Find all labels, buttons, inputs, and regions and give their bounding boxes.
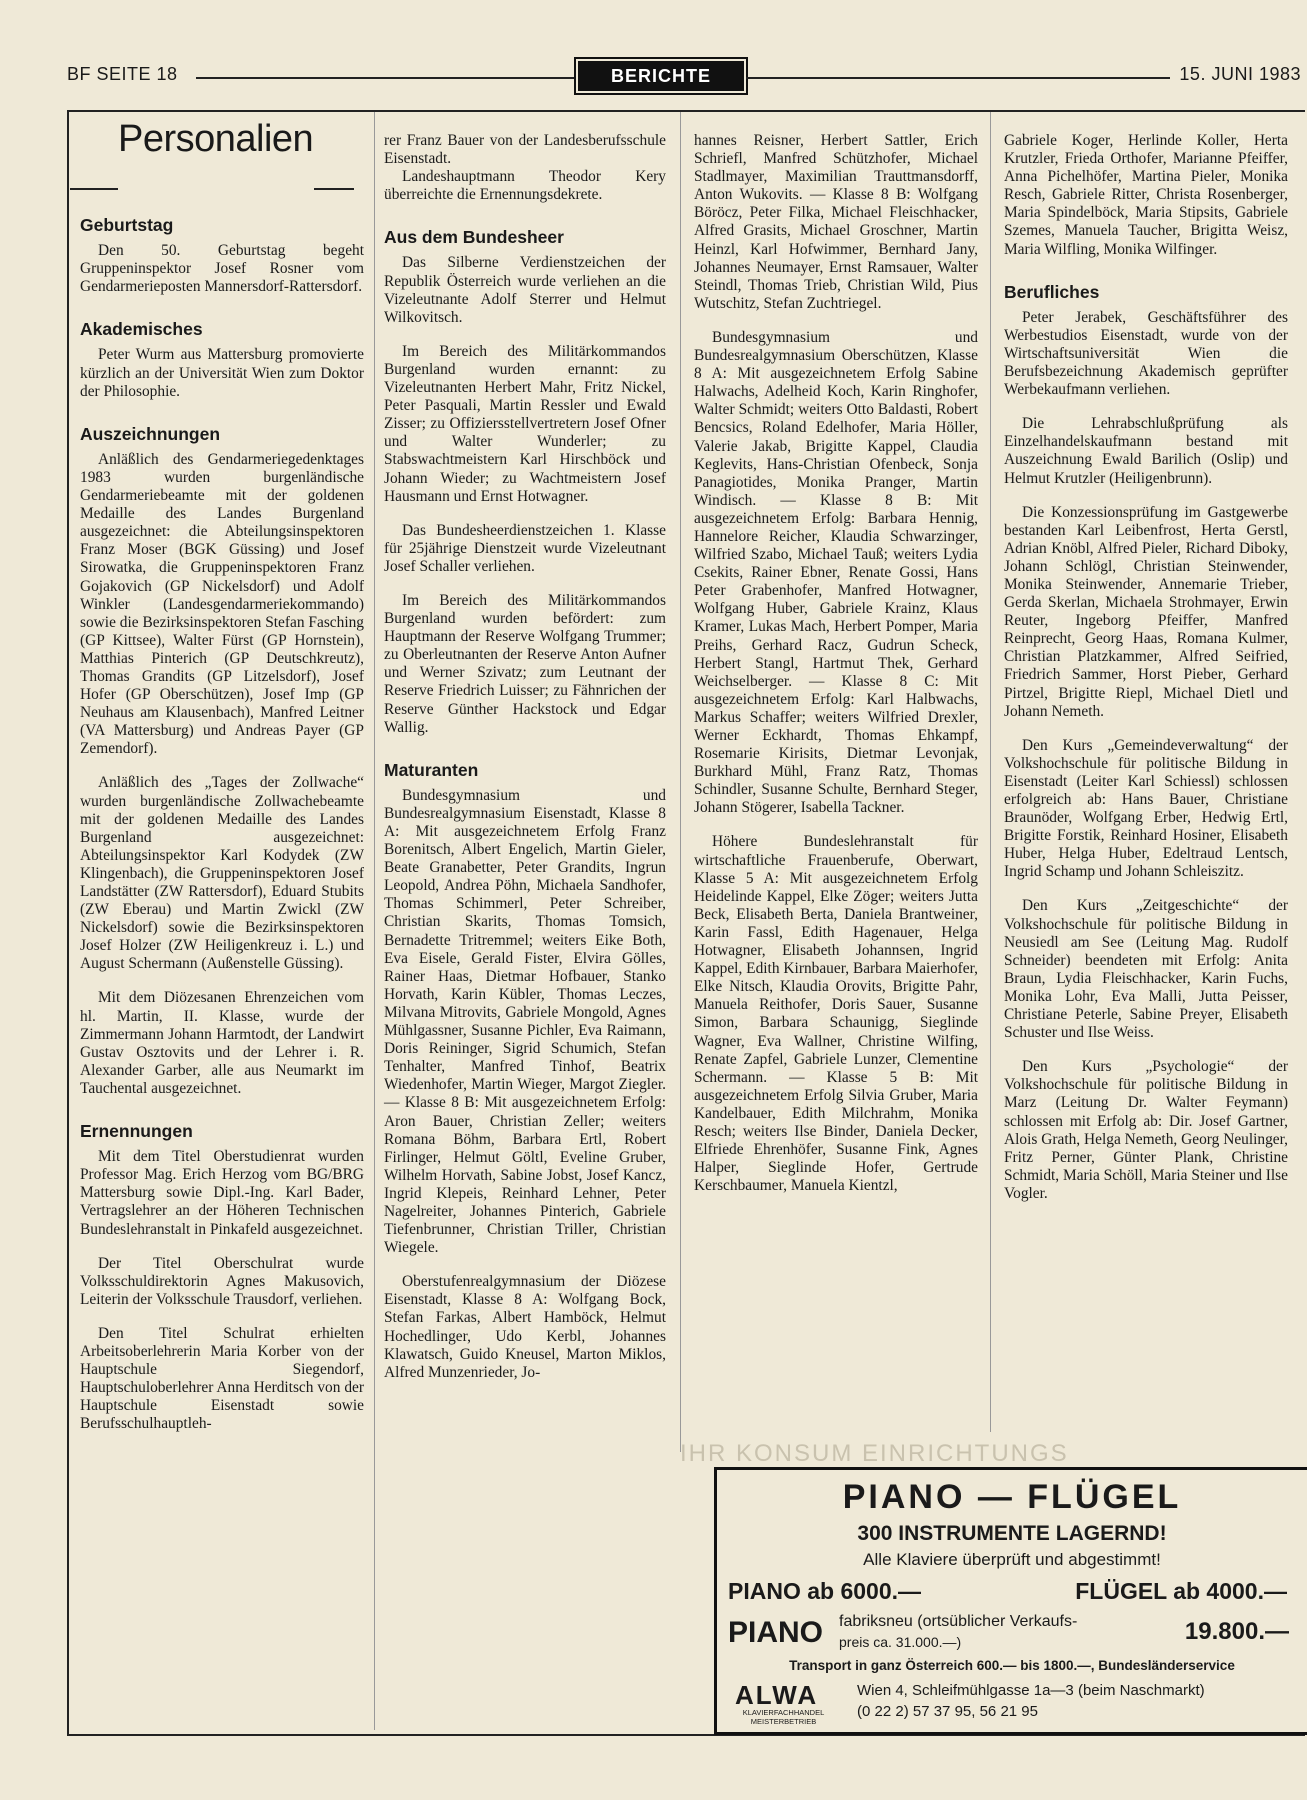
para-geburtstag: Den 50. Geburtstag begeht Gruppeninspektor Josef Rosner vom Gendarmerieposten Mannersdorf-Rattersdorf.	[80, 242, 364, 296]
para-ernennungen-3: Den Titel Schulrat erhielten Arbeitsoberlehrerin Maria Korber von der Hauptschule Siegendorf, Hauptschuloberlehrer Anna Herditsch von der Hauptschule Eisenstadt sowie Berufsschulhauptleh-	[80, 1324, 364, 1433]
issue-date: 15. JUNI 1983	[1179, 64, 1301, 84]
heading-berufliches: Berufliches	[1004, 281, 1100, 302]
para-bundesheer-4: Im Bereich des Militärkommandos Burgenland wurden befördert: zum Hauptmann der Reserve Wolfgang Trummer; zu Oberleutnanten der Reserve Anton Aufner und Werner Szivatz; zum Leutnant der Reserve Friedrich Luisser; zu Fähnrichen der Reserve Günther Hackstock und Edgar Wallig.	[384, 591, 666, 736]
column-4	[1004, 132, 1288, 1203]
para-berufliches-3: Die Konzessionsprüfung im Gastgewerbe bestanden Karl Leibenfrost, Herta Gerstl, Adrian Knöbl, Alfred Pieler, Richard Diboky, Johann Schlögl, Christian Steinwender, Monika Steinwender, Annemarie Trieber, Gerda Skerlan, Michaela Strohmayer, Erwin Reuter, Ingeborg Pfeiffer, Manfred Reinprecht, Georg Haas, Romana Kulmer, Christian Platzkammer, Alfred Seifried, Friedrich Sammer, Horst Pieber, Gerhard Pirtzel, Brigitte Riepl, Michael Dietl und Johann Nemeth.	[1004, 503, 1288, 720]
ad-fabriksneu-price: 19.800.—	[1184, 1618, 1289, 1645]
ad-subtitle: 300 INSTRUMENTE LAGERND!	[857, 1522, 1167, 1545]
ad-address: Wien 4, Schleifmühlgasse 1a—3 (beim Naschmarkt)	[857, 1682, 1205, 1699]
para-auszeichnungen-1: Anläßlich des Gendarmeriegedenktages 1983 wurden burgenländische Gendarmeriebeamte mit der goldenen Medaille des Landes Burgenland ausgezeichnet: die Abteilungsinspektoren Franz Moser (BGK Güssing) und Josef Sirowatka, die Gruppeninspektoren Franz Gojakovich (GP Nickelsdorf) und Adolf Winkler (Landesgendarmeriekommando) sowie die Bezirksinspektoren Stefan Fasching (GP Kittsee), Walter Fürst (GP Hornstein), Matthias Pinterich (GP Deutschkreutz), Thomas Grandits (GP Litzelsdorf), Josef Hofer (GP Oberschützen), Josef Imp (GP Neuhaus am Klausenbach), Manfred Leitner (VA Mattersburg) und Andreas Payer (GP Zemendorf).	[80, 450, 364, 758]
heading-geburtstag: Geburtstag	[80, 215, 174, 235]
logo-rule-left	[70, 188, 118, 190]
para-bundesheer-1: Das Silberne Verdienstzeichen der Republik Österreich wurde verliehen an die Vizeleutnante Adolf Sterrer und Helmut Wilkovitsch.	[384, 254, 666, 326]
para-ernennungen-1: Mit dem Titel Oberstudienrat wurden Professor Mag. Erich Herzog vom BG/BRG Mattersburg sowie Dipl.-Ing. Karl Bader, Vertragslehrer an der Höheren Technischen Bundeslehranstalt in Pinkafeld ausgezeichnet.	[80, 1148, 364, 1238]
para-berufliches-6: Den Kurs „Psychologie“ der Volkshochschule für politische Bildung in Marz (Leitung Dr. Walter Feymann) schlossen mit Erfolg ab: Dir. Josef Gartner, Alois Grath, Helga Nemeth, Georg Neulinger, Fritz Perner, Günter Plank, Christine Schmidt, Maria Schöll, Maria Steiner und Ilse Vogler.	[1004, 1058, 1288, 1202]
column-3	[694, 132, 978, 1195]
para-bundesheer-2: Im Bereich des Militärkommandos Burgenland wurden ernannt: zu Vizeleutnanten Herbert Mahr, Fritz Nickel, Peter Pasquali, Martin Ressler und Ewald Zisser; zu Offiziersstellvertretern Josef Ofner und Walter Wunderler; zu Stabswachtmeistern Karl Hirschböck und Johann Wieder; zu Wachtmeistern Josef Hausmann und Ernst Hotwagner.	[384, 342, 666, 505]
logo-title: Personalien	[118, 118, 314, 160]
heading-ernennungen: Ernennungen	[80, 1121, 193, 1142]
ad-title: PIANO — FLÜGEL	[842, 1478, 1182, 1516]
column-divider-2	[680, 112, 681, 1452]
para-oberschuetzen: Bundesgymnasium und Bundesrealgymnasium Oberschützen, Klasse 8 A: Mit ausgezeichnetem Erfolg Sabine Halwachs, Adelheid Koch, Karin Ringhofer, Walter Schmidt; weiters Otto Baldasti, Robert Bencsics, Roland Edelhofer, Maria Höller, Valerie Jakab, Brigitte Kappel, Claudia Keglevits, Hans-Christian Ofenbeck, Sonja Panagiotides, Monika Pranger, Martin Windisch. — Klasse 8 B: Mit ausgezeichnetem Erfolg: Barbara Hennig, Hannelore Reicher, Klaudia Schwarzinger, Wilfried Szabo, Michael Tauß; weiters Lydia Csekits, Rainer Ebner, Renate Gossi, Hans Peter Grabenhofer, Manfred Hotwagner, Wolfgang Huber, Gabriele Krainz, Klaus Kramer, Lukas Mach, Herbert Pomper, Maria Preihs, Gerhard Racz, Gudrun Scheck, Herbert Stangl, Hartmut Thek, Gerhard Weichselberger. — Klasse 8 C: Mit ausgezeichnetem Erfolg: Karl Halbwachs, Markus Schaffer; weiters Wilfried Drexler, Werner Eckhardt, Thomas Ehkampf, Rosemarie Kirisits, Dietmar Levonjak, Burkhard Mühl, Franz Ratz, Thomas Schindler, Susanne Schulte, Bernhard Steger, Johann Stögerer, Isabella Tackner.	[694, 328, 978, 817]
para-auszeichnungen-3: Mit dem Diözesanen Ehrenzeichen vom hl. Martin, II. Klasse, wurde der Zimmermann Johann Harmtodt, der Landwirt Gustav Osztovits und der Lehrer i. R. Alexander Garber, alle aus Neumarkt im Tauchental ausgezeichnet.	[80, 989, 364, 1097]
ad-piano-big: PIANO	[728, 1616, 824, 1649]
section-badge: BERICHTE	[578, 61, 744, 91]
para-cont-col4: Gabriele Koger, Herlinde Koller, Herta Krutzler, Frieda Orthofer, Marianne Pfeiffer, Anna Pichelhöfer, Martina Pieler, Monika Resch, Gabriele Ritter, Christa Rosenberger, Maria Spindelböck, Maria Stipsits, Gabriele Szemes, Manuela Taucher, Brigitta Weisz, Maria Wilfling, Monika Wilfinger.	[1004, 132, 1288, 258]
page-number: BF SEITE 18	[67, 64, 178, 84]
column-divider-3	[990, 112, 991, 1432]
para-berufliches-2: Die Lehrabschlußprüfung als Einzelhandelskaufmann bestand mit Auszeichnung Ewald Barilich (Oslip) und Helmut Krutzler (Heiligenbrunn).	[1004, 415, 1288, 487]
logo-rule-right	[314, 188, 354, 190]
heading-auszeichnungen: Auszeichnungen	[80, 423, 221, 444]
heading-maturanten: Maturanten	[384, 759, 479, 780]
ad-fabriksneu-line2: preis ca. 31.000.—)	[839, 1634, 962, 1650]
para-cont-col3: hannes Reisner, Herbert Sattler, Erich Schriefl, Manfred Schützhofer, Michael Stadlmayer, Maximilian Trauttmansdorff, Anton Wukovits. — Klasse 8 B: Wolfgang Böröcz, Peter Filka, Michael Fleischhacker, Alfred Grasits, Michael Groschner, Martin Heinzl, Karl Hofwimmer, Bernhard Jany, Johannes Neumayer, Ernst Ramsauer, Walter Steindl, Thomas Trieb, Christian Wild, Pius Wutschitz, Stefan Zuchtriegel.	[694, 132, 978, 312]
ad-fabriksneu-line1: fabriksneu (ortsüblicher Verkaufs-	[839, 1613, 1078, 1630]
para-auszeichnungen-2: Anläßlich des „Tages der Zollwache“ wurden burgenländische Zollwachebeamte mit der goldenen Medaille des Landes Burgenland ausgezeichnet: Abteilungsinspektor Karl Kodydek (ZW Klingenbach), die Gruppeninspektoren Josef Landstätter (ZW Rattersdorf), Eduard Stubits (ZW Eberau) und Martin Zwickl (ZW Nickelsdorf) sowie die Bezirksinspektoren Josef Holzer (ZW Heiligenkreuz i. L.) und August Schermann (Außenstelle Güssing).	[80, 774, 364, 973]
bleed-through-text: IHR KONSUM EINRICHTUNGS	[680, 1440, 1069, 1464]
ad-line2: Alle Klaviere überprüft und abgestimmt!	[863, 1550, 1161, 1569]
para-oberwart: Höhere Bundeslehranstalt für wirtschaftliche Frauenberufe, Oberwart, Klasse 5 A: Mit ausgezeichnetem Erfolg Heidelinde Kappel, Elke Zöger; weiters Jutta Beck, Elisabeth Berta, Daniela Brantweiner, Karin Fassl, Edith Hagenauer, Helga Hotwagner, Elisabeth Johannsen, Ingrid Kappel, Edith Kirnbauer, Barbara Maierhofer, Elke Nitsch, Klaudia Orovits, Brigitte Pahr, Manuela Reithofer, Doris Sauer, Susanne Simon, Barbara Schaunigg, Sieglinde Wagner, Eva Wallner, Christine Wilfing, Renate Zapfel, Gabriele Lunzer, Clementine Schermann. — Klasse 5 B: Mit ausgezeichnetem Erfolg Silvia Gruber, Maria Kandelbauer, Edith Milchrahm, Monika Resch; weiters Ilse Binder, Daniela Decker, Elfriede Ehrenhöfer, Susanne Fink, Agnes Halper, Sieglinde Hofer, Gertrude Kerschbaumer, Manuela Kientzl,	[694, 833, 978, 1195]
personalien-logo	[70, 112, 360, 198]
header-rule-right	[746, 77, 1170, 79]
ad-fluegel-price: FLÜGEL ab 4000.—	[1075, 1578, 1287, 1604]
ad-transport: Transport in ganz Österreich 600.— bis 1800.—, Bundesländerservice	[789, 1658, 1235, 1673]
ad-phone: (0 22 2) 57 37 95, 56 21 95	[857, 1703, 1038, 1720]
para-berufliches-5: Den Kurs „Zeitgeschichte“ der Volkshochschule für politische Bildung in Neusiedl am See (Leitung Mag. Rudolf Schneider) beendeten mit Erfolg: Anita Braun, Lydia Fleischhacker, Karin Fuchs, Monika Lohr, Eva Malli, Jutta Peisser, Christiane Peterle, Sabine Preyer, Elisabeth Schuster und Ilse Weiss.	[1004, 897, 1288, 1042]
heading-bundesheer: Aus dem Bundesheer	[384, 227, 564, 248]
column-2	[384, 132, 666, 1382]
ad-brand-logo: ALWA	[735, 1680, 819, 1710]
para-berufliches-4: Den Kurs „Gemeindeverwaltung“ der Volkshochschule für politische Bildung in Eisenstadt (Leiter Karl Schiessl) schlossen erfolgreich ab: Hans Bauer, Christiane Braunöder, Wolfgang Erber, Hedwig Ertl, Brigitte Forstik, Reinhard Hosiner, Elisabeth Huber, Helga Huber, Edeltraud Lentsch, Ingrid Schamp und Johann Schleiszitz.	[1004, 736, 1288, 881]
para-ernennungen-2: Der Titel Oberschulrat wurde Volksschuldirektorin Agnes Makusovich, Leiterin der Volksschule Trausdorf, verliehen.	[80, 1254, 364, 1308]
para-cont-col2: rer Franz Bauer von der Landesberufsschule Eisenstadt.	[384, 132, 666, 168]
para-akademisches: Peter Wurm aus Mattersburg promovierte kürzlich an der Universität Wien zum Doktor der Philosophie.	[80, 346, 364, 400]
heading-akademisches: Akademisches	[80, 319, 203, 340]
ad-brand-subtitle: KLAVIERFACHHANDEL MEISTERBETRIEB	[742, 1708, 825, 1726]
column-1	[80, 214, 364, 1433]
para-maturanten-2: Oberstufenrealgymnasium der Diözese Eisenstadt, Klasse 8 A: Wolfgang Bock, Stefan Farkas, Albert Hamböck, Helmut Hochedlinger, Udo Kerbl, Johannes Klawatsch, Guido Kneusel, Marton Miklos, Alfred Munzenrieder, Jo-	[384, 1273, 666, 1381]
para-kery: Landeshauptmann Theodor Kery überreichte die Ernennungsdekrete.	[384, 168, 666, 204]
ad-piano-price: PIANO ab 6000.—	[728, 1578, 922, 1604]
para-bundesheer-3: Das Bundesheerdienstzeichen 1. Klasse für 25jährige Dienstzeit wurde Vizeleutnant Josef Schaller verliehen.	[384, 521, 666, 575]
piano-advertisement	[714, 1467, 1307, 1735]
para-maturanten-1: Bundesgymnasium und Bundesrealgymnasium Eisenstadt, Klasse 8 A: Mit ausgezeichnetem Erfolg Franz Borenitsch, Albert Engelich, Martin Gieler, Beate Granabetter, Peter Grandits, Ingrun Leopold, Andrea Pöhn, Michaela Sandhofer, Thomas Schimmerl, Peter Schreiber, Christian Skarits, Thomas Tomsich, Bernadette Tritremmel; weiters Eike Both, Eva Eisele, Gerald Fister, Elvira Gölles, Rainer Haas, Dietmar Hofbauer, Stanko Horvath, Karin Kübler, Thomas Leczes, Milvana Mitrovits, Gabriele Mongold, Agnes Mühlgassner, Susanne Pichler, Eva Raimann, Doris Reininger, Sigrid Schumich, Stefan Tenhalter, Manfred Tinhof, Beatrix Wiedenhofer, Martin Wieger, Margot Ziegler. — Klasse 8 B: Mit ausgezeichnetem Erfolg: Aron Bauer, Christian Zeller; weiters Romana Böhm, Barbara Ertl, Robert Firlinger, Helmut Göltl, Eveline Gruber, Wilhelm Horvath, Sabine Jobst, Josef Kancz, Ingrid Klepeis, Reinhard Lehner, Peter Nagelreiter, Johannes Pinterich, Gabriele Tiefenbrunner, Christian Triller, Christian Wiegele.	[384, 786, 666, 1257]
header-rule-left	[196, 77, 576, 79]
column-divider-1	[374, 112, 375, 1730]
para-berufliches-1: Peter Jerabek, Geschäftsführer des Werbestudios Eisenstadt, wurde von der Wirtschaftsuniversität Wien die Berufsbezeichnung Akademisch geprüfter Werbekaufmann verliehen.	[1004, 308, 1288, 399]
